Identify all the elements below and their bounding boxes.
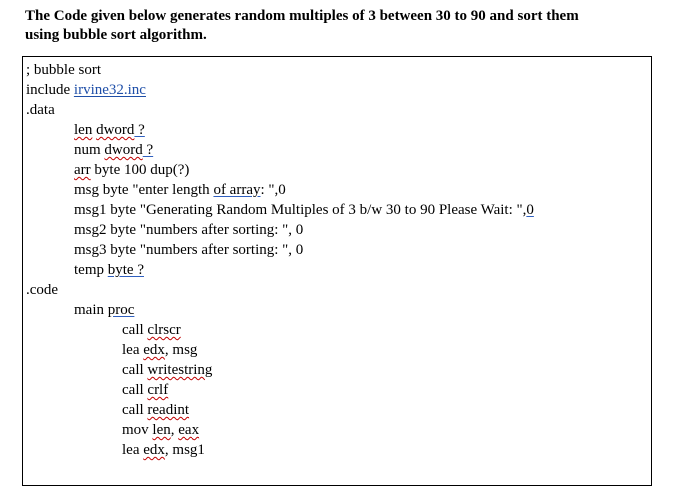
code-line-temp: temp byte ? [74, 262, 144, 278]
code-line-arr: arr byte 100 dup(?) [74, 162, 190, 178]
code-line-msg3: msg3 byte "numbers after sorting: ", 0 [74, 242, 304, 258]
code-line-num: num dword ? [74, 142, 154, 158]
code-line-comment: ; bubble sort [26, 62, 101, 78]
code-line-call-writestring: call writestring [122, 362, 213, 378]
code-line-msg2: msg2 byte "numbers after sorting: ", 0 [74, 222, 304, 238]
code-line-main-proc: main proc [74, 302, 135, 318]
code-line-lea-msg1: lea edx, msg1 [122, 442, 205, 458]
question-heading [25, 7, 645, 45]
code-block [22, 56, 652, 486]
code-line-msg: msg byte "enter length of array: ",0 [74, 182, 286, 198]
code-line-code-directive: .code [26, 282, 59, 298]
code-line-data-directive: .data [26, 102, 55, 118]
code-line-call-readint: call readint [122, 402, 190, 418]
code-line-lea-msg: lea edx, msg [122, 342, 198, 358]
code-line-call-crlf: call crlf [122, 382, 169, 398]
include-file-link[interactable]: irvine32.inc [73, 82, 146, 98]
heading-line-2: using bubble sort algorithm. [25, 27, 207, 43]
code-line-mov-len: mov len, eax [122, 422, 200, 438]
code-line-msg1: msg1 byte "Generating Random Multiples of 3 b/w 30 to 90 Please Wait: ",0 [74, 202, 534, 218]
code-line-call-clrscr: call clrscr [122, 322, 181, 338]
heading-line-1: The Code given below generates random multiples of 3 between 30 to 90 and sort them [25, 8, 579, 24]
code-line-include: include irvine32.inc [26, 82, 146, 98]
code-line-len: len dword ? [74, 122, 145, 138]
